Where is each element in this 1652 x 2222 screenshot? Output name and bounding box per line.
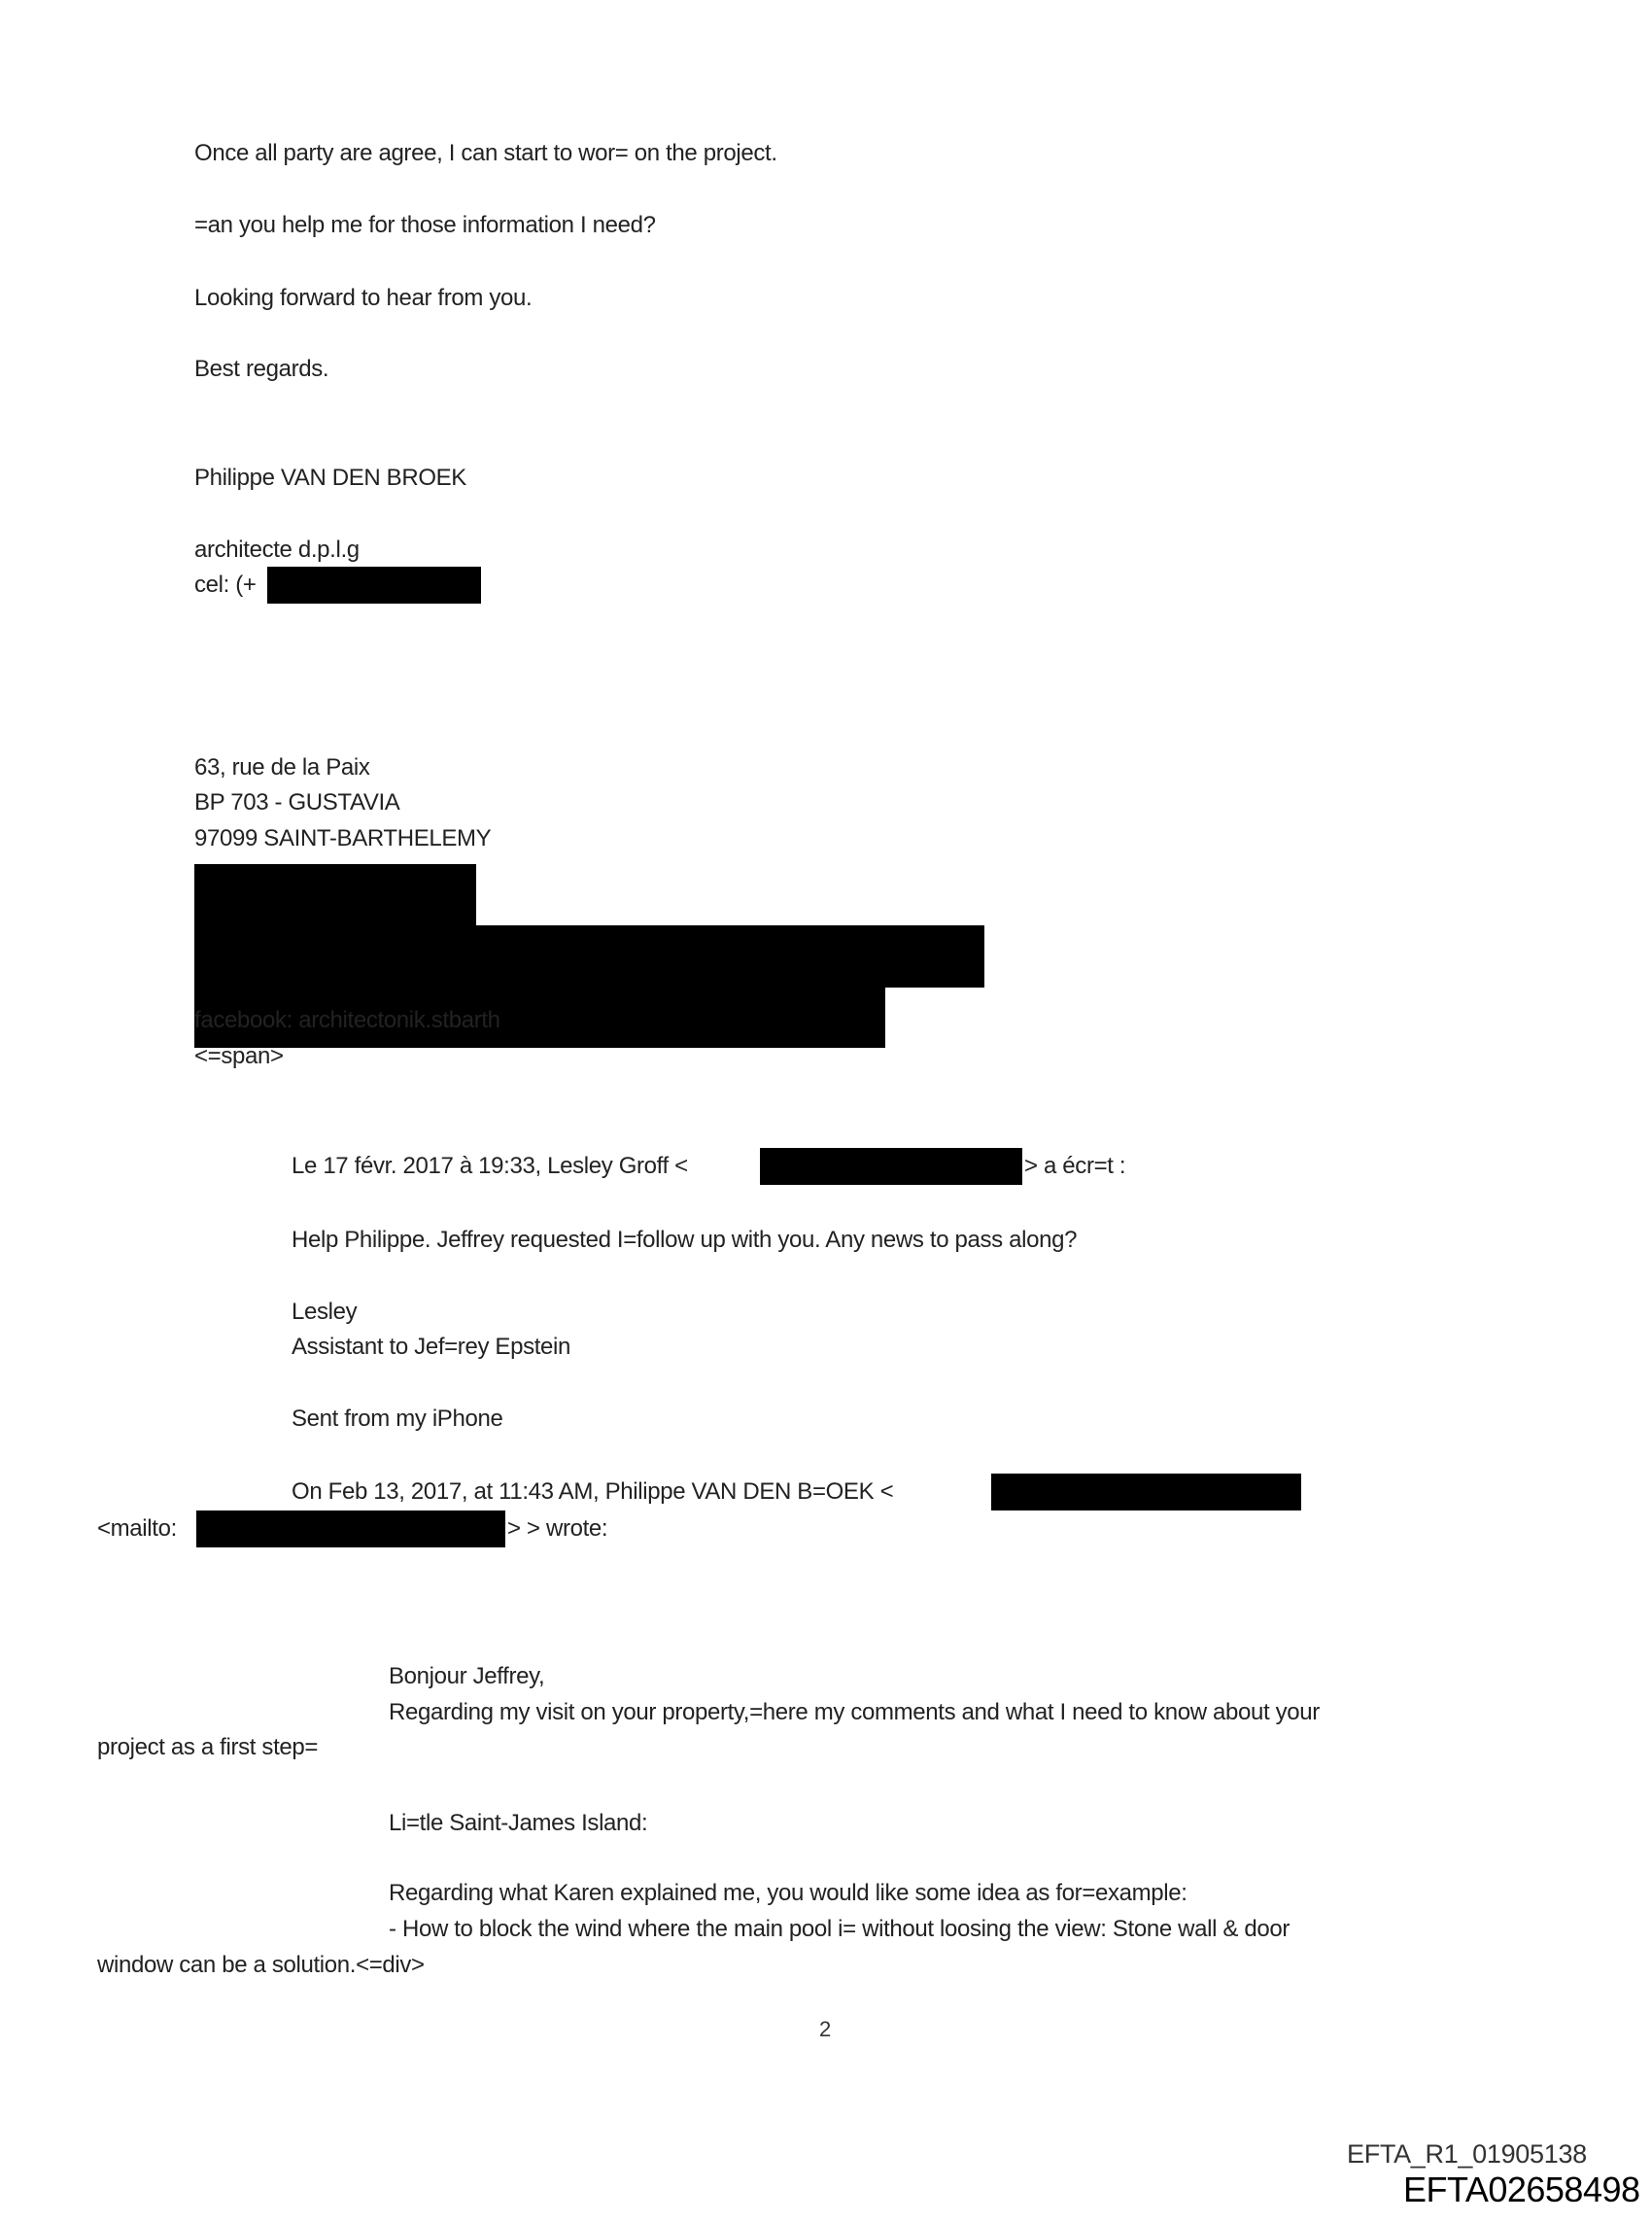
quote1-sign-title: Assistant to Jef=rey Epstein — [292, 1334, 571, 1360]
redaction-phone — [267, 567, 481, 604]
redaction-contact-2 — [194, 925, 984, 988]
quote2-subject-heading: Li=tle Saint-James Island: — [389, 1810, 648, 1836]
reply-closing: Best regards. — [194, 356, 329, 382]
quote2-line-3-wrap: window can be a solution.<=div> — [97, 1952, 425, 1978]
signature-cel-label: cel: (+ — [194, 572, 257, 598]
quote2-greeting: Bonjour Jeffrey, — [389, 1663, 545, 1689]
quote2-line-1: Regarding my visit on your property,=here my comments and what I need to know about your — [389, 1699, 1320, 1725]
signature-title: architecte d.p.l.g — [194, 537, 360, 563]
page-number: 2 — [819, 2017, 832, 2041]
redaction-email-philippe — [991, 1474, 1301, 1510]
quote1-sign-name: Lesley — [292, 1299, 358, 1325]
quote1-sent-from: Sent from my iPhone — [292, 1406, 503, 1432]
reply-line-2: =an you help me for those information I need? — [194, 212, 656, 238]
span-artifact: <=span> — [194, 1043, 284, 1069]
quote2-mailto-prefix: <mailto: — [97, 1515, 177, 1542]
address-line-2: BP 703 - GUSTAVIA — [194, 789, 400, 816]
quote2-line-3: - How to block the wind where the main pool i= without loosing the view: Stone wall & door — [389, 1916, 1291, 1942]
signature-name: Philippe VAN DEN BROEK — [194, 465, 466, 491]
reply-line-1: Once all party are agree, I can start to wor= on the project. — [194, 140, 777, 166]
quote2-header-prefix: On Feb 13, 2017, at 11:43 AM, Philippe VAN DEN B=OEK < — [292, 1478, 894, 1505]
quote2-line-1-wrap: project as a first step= — [97, 1734, 319, 1760]
redaction-contact-1 — [194, 864, 476, 926]
bates-number-r1: EFTA_R1_01905138 — [1347, 2139, 1587, 2169]
bates-number-efta: EFTA02658498 — [1403, 2170, 1640, 2209]
address-line-1: 63, rue de la Paix — [194, 754, 370, 781]
signature-facebook: facebook: architectonik.stbarth — [194, 1007, 500, 1033]
quote2-mailto-suffix: > > wrote: — [507, 1515, 608, 1542]
redaction-mailto — [196, 1510, 505, 1547]
quote1-body: Help Philippe. Jeffrey requested I=follow up with you. Any news to pass along? — [292, 1227, 1078, 1253]
quote2-line-2: Regarding what Karen explained me, you would like some idea as for=example: — [389, 1880, 1187, 1906]
reply-line-3: Looking forward to hear from you. — [194, 285, 533, 311]
quote1-header-suffix: > a écr=t : — [1024, 1153, 1126, 1179]
redaction-email-lesley — [760, 1148, 1022, 1185]
quote1-header-prefix: Le 17 févr. 2017 à 19:33, Lesley Groff < — [292, 1153, 688, 1179]
address-line-3: 97099 SAINT-BARTHELEMY — [194, 825, 492, 851]
